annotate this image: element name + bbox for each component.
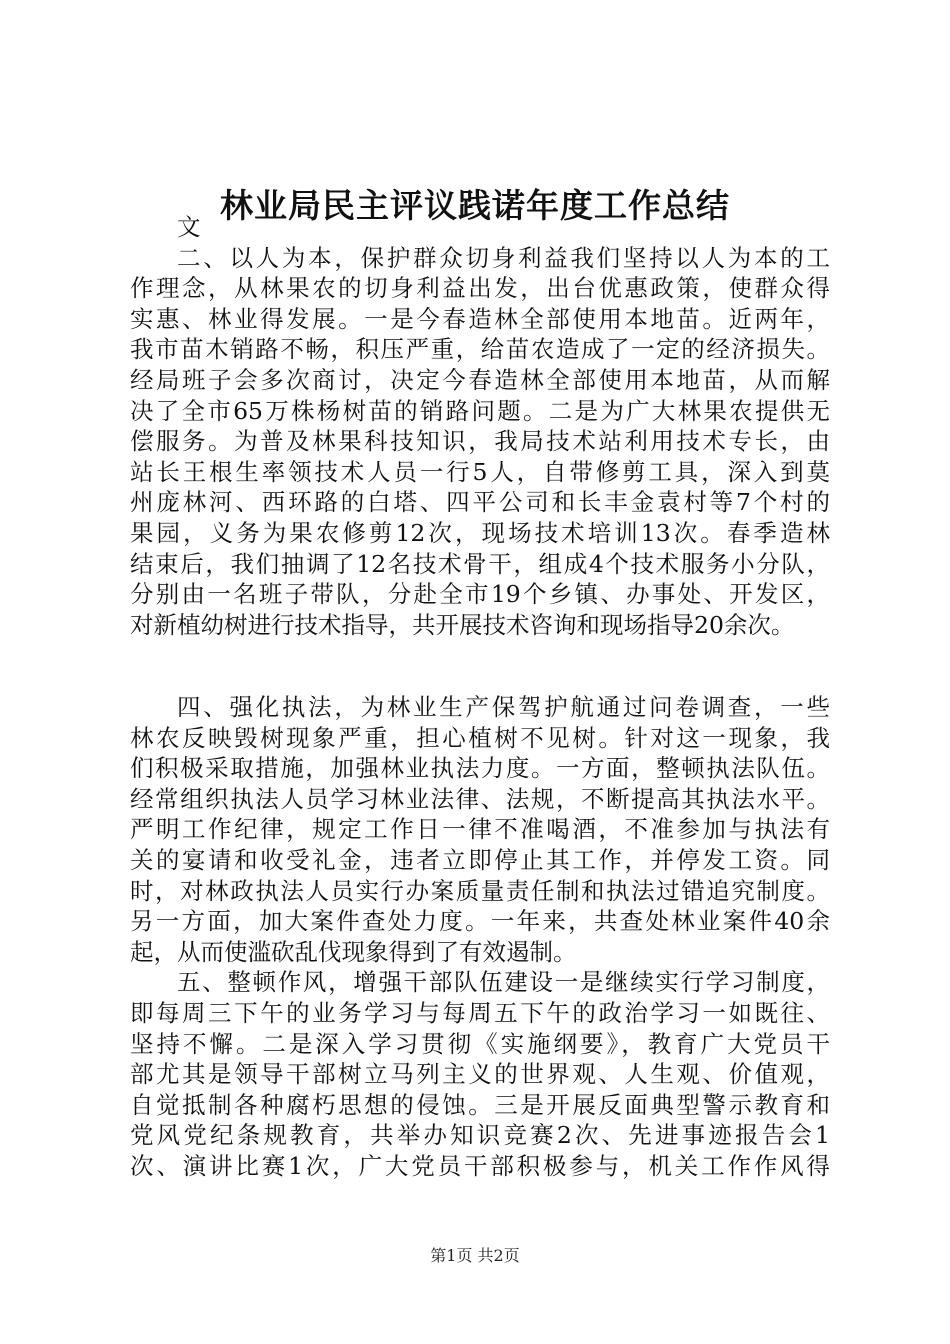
section-two-line: 经局班子会多次商讨，决定今春造林全部使用本地苗，从而解 (130, 365, 830, 394)
section-four-line: 林农反映毁树现象严重，担心植树不见树。针对这一现象，我 (130, 723, 830, 752)
section-two-line: 对新植幼树进行技术指导，共开展技术咨询和现场指导20余次。 (130, 610, 795, 639)
section-five-line: 五、整顿作风，增强干部队伍建设一是继续实行学习制度， (177, 968, 830, 997)
opening-fragment: 文 (177, 213, 201, 241)
document-title: 林业局民主评议践诺年度工作总结 (220, 186, 730, 225)
section-two-line: 分别由一名班子带队，分赴全市19个乡镇、办事处、开发区， (130, 580, 830, 609)
section-four-line: 另一方面，加大案件查处力度。一年来，共查处林业案件40余 (130, 907, 830, 936)
document-body-part-1 (130, 212, 830, 640)
page-number: 第1页 共2页 (430, 1246, 520, 1265)
section-four-line: 经常组织执法人员学习林业法律、法规，不断提高其执法水平。 (130, 784, 830, 813)
section-five-line: 党风党纪条规教育，共举办知识竞赛2次、先进事迹报告会1 (130, 1121, 830, 1150)
section-two-line: 果园，义务为果农修剪12次，现场技术培训13次。春季造林 (130, 518, 830, 547)
section-two-line: 州庞林河、西环路的白塔、四平公司和长丰金袁村等7个村的 (130, 488, 830, 517)
section-two-line: 站长王根生率领技术人员一行5人，自带修剪工具，深入到莫 (130, 457, 830, 486)
section-four-line: 们积极采取措施，加强林业执法力度。一方面，整顿执法队伍。 (130, 754, 830, 783)
section-four-line: 关的宴请和收受礼金，违者立即停止其工作，并停发工资。同 (130, 845, 830, 874)
section-two-line: 二、以人为本，保护群众切身利益我们坚持以人为本的工 (177, 243, 830, 272)
section-five-line: 次、演讲比赛1次，广大党员干部积极参与，机关工作作风得 (130, 1151, 830, 1180)
section-four-line: 起，从而使滥砍乱伐现象得到了有效遏制。 (130, 937, 577, 966)
section-two-line: 实惠、林业得发展。一是今春造林全部使用本地苗。近两年， (130, 304, 830, 333)
section-two-line: 结束后，我们抽调了12名技术骨干，组成4个技术服务小分队， (130, 549, 830, 578)
section-five-line: 部尤其是领导干部树立马列主义的世界观、人生观、价值观， (130, 1060, 830, 1089)
section-four-line: 时，对林政执法人员实行办案质量责任制和执法过错追究制度。 (130, 876, 830, 905)
section-five-line: 即每周三下午的业务学习与每周五下午的政治学习一如既往、 (130, 998, 830, 1027)
section-four-line: 四、强化执法，为林业生产保驾护航通过问卷调查，一些 (177, 693, 830, 721)
section-two-line: 偿服务。为普及林果科技知识，我局技术站利用技术专长，由 (130, 427, 830, 456)
section-two-line: 作理念，从林果农的切身利益出发，出台优惠政策，使群众得 (130, 274, 830, 303)
document-body-part-2 (130, 692, 830, 1182)
section-four-line: 严明工作纪律，规定工作日一律不准喝酒，不准参加与执法有 (130, 815, 830, 844)
section-two-line: 决了全市65万株杨树苗的销路问题。二是为广大林果农提供无 (130, 396, 830, 425)
section-five-line: 坚持不懈。二是深入学习贯彻《实施纲要》，教育广大党员干 (130, 1029, 830, 1058)
section-two-line: 我市苗木销路不畅，积压严重，给苗农造成了一定的经济损失。 (130, 335, 830, 364)
section-five-line: 自觉抵制各种腐朽思想的侵蚀。三是开展反面典型警示教育和 (130, 1090, 830, 1119)
